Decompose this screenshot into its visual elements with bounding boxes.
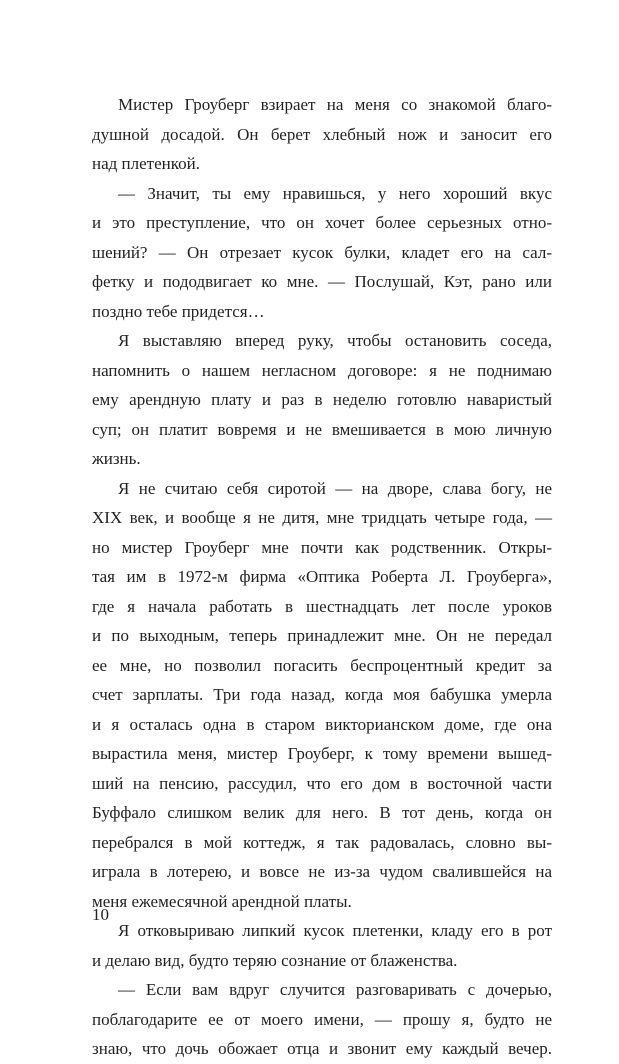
text-line: напомнить о нашем негласном договоре: я не поднимаю xyxy=(92,360,552,380)
text-line: тая им в 1972-м фирма «Оптика Роберта Л. Гроуберга», xyxy=(92,567,552,586)
text-line: но мистер Гроуберг мне почти как родственник. Откры- xyxy=(92,537,552,557)
text-line: где я начала работать в шестнадцать лет после уроков xyxy=(92,596,552,616)
text-line: знаю, что дочь обожает отца и звонит ему каждый вечер. xyxy=(92,1039,552,1058)
text-line: над плетенкой. xyxy=(92,154,200,173)
text-line: XIX век, и вообще я не дитя, мне тридцать четыре года, — xyxy=(92,508,552,527)
text-line: — Если вам вдруг случится разговаривать с дочерью, xyxy=(118,980,552,999)
text-line: и я осталась одна в старом викторианском доме, где она xyxy=(92,714,552,734)
text-line: и это преступление, что он хочет более серьезных отно- xyxy=(92,213,552,232)
text-line: Буффало слишком велик для него. В тот день, когда он xyxy=(92,803,552,822)
text-line: жизнь. xyxy=(92,449,141,468)
text-line: душной досадой. Он берет хлебный нож и заносит его xyxy=(92,124,552,144)
text-line: суп; он платит вовремя и не вмешивается в мою личную xyxy=(92,419,552,439)
page-number: 10 xyxy=(92,905,109,924)
text-line: Я не считаю себя сиротой — на дворе, слава богу, не xyxy=(118,478,552,498)
text-line: и делаю вид, будто теряю сознание от блаженства. xyxy=(92,950,458,970)
text-line: перебрался в мой коттедж, я так радовалась, словно вы- xyxy=(92,832,552,852)
text-line: ему арендную плату и раз в неделю готовлю наваристый xyxy=(92,390,552,409)
text-line: Я выставляю вперед руку, чтобы остановить соседа, xyxy=(118,331,552,350)
text-line: шений? — Он отрезает кусок булки, кладет его на сал- xyxy=(92,242,552,262)
text-line: меня ежемесячной арендной платы. xyxy=(92,891,352,911)
text-line: поблагодарите ее от моего имени, — прошу я, будто не xyxy=(92,1009,552,1029)
text-line: счет зарплаты. Три года назад, когда моя бабушка умерла xyxy=(92,685,552,704)
text-line: Я отковыриваю липкий кусок плетенки, кладу его в рот xyxy=(118,921,552,940)
text-line: поздно тебе придется… xyxy=(92,301,265,321)
text-line: — Значит, ты ему нравишься, у него хороший вкус xyxy=(118,183,552,203)
text-line: фетку и пододвигает ко мне. — Послушай, Кэт, рано или xyxy=(92,272,552,291)
body-text xyxy=(92,90,552,1064)
text-line: и по выходным, теперь принадлежит мне. Он не передал xyxy=(92,626,552,645)
text-line: ее мне, но позволил погасить беспроцентный кредит за xyxy=(92,655,552,675)
text-line: ший на пенсию, рассудил, что его дом в восточной части xyxy=(92,773,552,793)
text-line: вырастила меня, мистер Гроуберг, к тому времени вышед- xyxy=(92,744,552,763)
text-line: Мистер Гроуберг взирает на меня со знакомой благо- xyxy=(118,95,552,114)
text-line: играла в лотерею, и вовсе не из-за чудом свалившейся на xyxy=(92,862,552,881)
